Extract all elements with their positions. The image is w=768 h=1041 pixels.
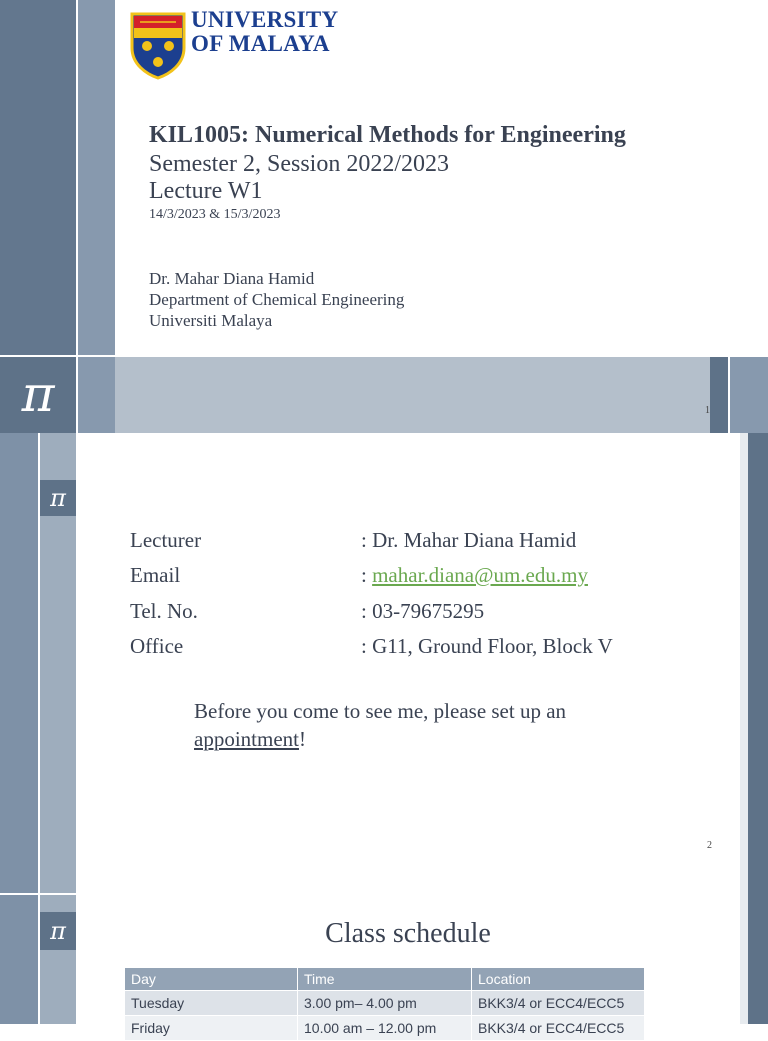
appointment-note (194, 697, 654, 753)
university-name: Universiti Malaya (149, 311, 273, 330)
appointment-link[interactable]: appointment (194, 727, 299, 751)
slide2-left-strip (0, 433, 38, 893)
footer-band (115, 357, 710, 433)
page-number: 2 (707, 840, 712, 851)
logo-line-1: UNIVERSITY (191, 7, 339, 32)
note-end: ! (298, 727, 306, 751)
schedule-title: Class schedule (325, 918, 491, 949)
info-label-lecturer: Lecturer (130, 528, 202, 552)
slide1-left-strip-light (78, 0, 115, 355)
cell-day: Friday (125, 1016, 298, 1041)
info-label-phone: Tel. No. (130, 599, 198, 623)
header-time: Time (298, 968, 472, 991)
university-logo-text (191, 8, 338, 56)
logo-line-2: OF MALAYA (191, 31, 330, 56)
lecturer-name: Dr. Mahar Diana Hamid (149, 269, 315, 288)
slide-right-strip (748, 433, 768, 1024)
university-crest-icon (130, 12, 186, 80)
pi-icon: π (40, 480, 76, 516)
cell-day: Tuesday (125, 991, 298, 1016)
pi-icon: π (0, 357, 76, 433)
table-row (125, 991, 645, 1016)
header-day: Day (125, 968, 298, 991)
pi-icon: π (40, 912, 76, 950)
footer-band-accent (710, 357, 728, 433)
course-title: KIL1005: Numerical Methods for Engineering (149, 122, 626, 148)
info-value-lecturer: : Dr. Mahar Diana Hamid (361, 528, 577, 552)
schedule-table (124, 967, 645, 1041)
info-value-email (361, 563, 588, 588)
cell-location: BKK3/4 or ECC4/ECC5 (472, 1016, 645, 1041)
footer-band-mid (78, 357, 115, 433)
lecture-dates: 14/3/2023 & 15/3/2023 (149, 207, 281, 222)
slide1-left-strip (0, 0, 76, 355)
table-header-row (125, 968, 645, 991)
cell-time: 3.00 pm– 4.00 pm (298, 991, 472, 1016)
email-link[interactable]: mahar.diana@um.edu.my (372, 563, 588, 587)
table-row (125, 1016, 645, 1041)
note-text: Before you come to see me, please set up an (194, 699, 567, 723)
lecture-line: Lecture W1 (149, 178, 263, 204)
page-number: 1 (705, 405, 710, 416)
header-location: Location (472, 968, 645, 991)
cell-location: BKK3/4 or ECC4/ECC5 (472, 991, 645, 1016)
email-prefix: : (361, 563, 373, 587)
info-value-phone: : 03-79675295 (361, 599, 485, 623)
semester-line: Semester 2, Session 2022/2023 (149, 151, 449, 177)
info-value-office: : G11, Ground Floor, Block V (361, 634, 613, 658)
info-label-office: Office (130, 634, 184, 658)
lecturer-block (149, 268, 404, 331)
cell-time: 10.00 am – 12.00 pm (298, 1016, 472, 1041)
slide3-left-strip (0, 895, 38, 1024)
info-label-email: Email (130, 563, 181, 587)
slide-right-strip-light (740, 433, 748, 1024)
footer-band-right (730, 357, 768, 433)
department-name: Department of Chemical Engineering (149, 290, 405, 309)
